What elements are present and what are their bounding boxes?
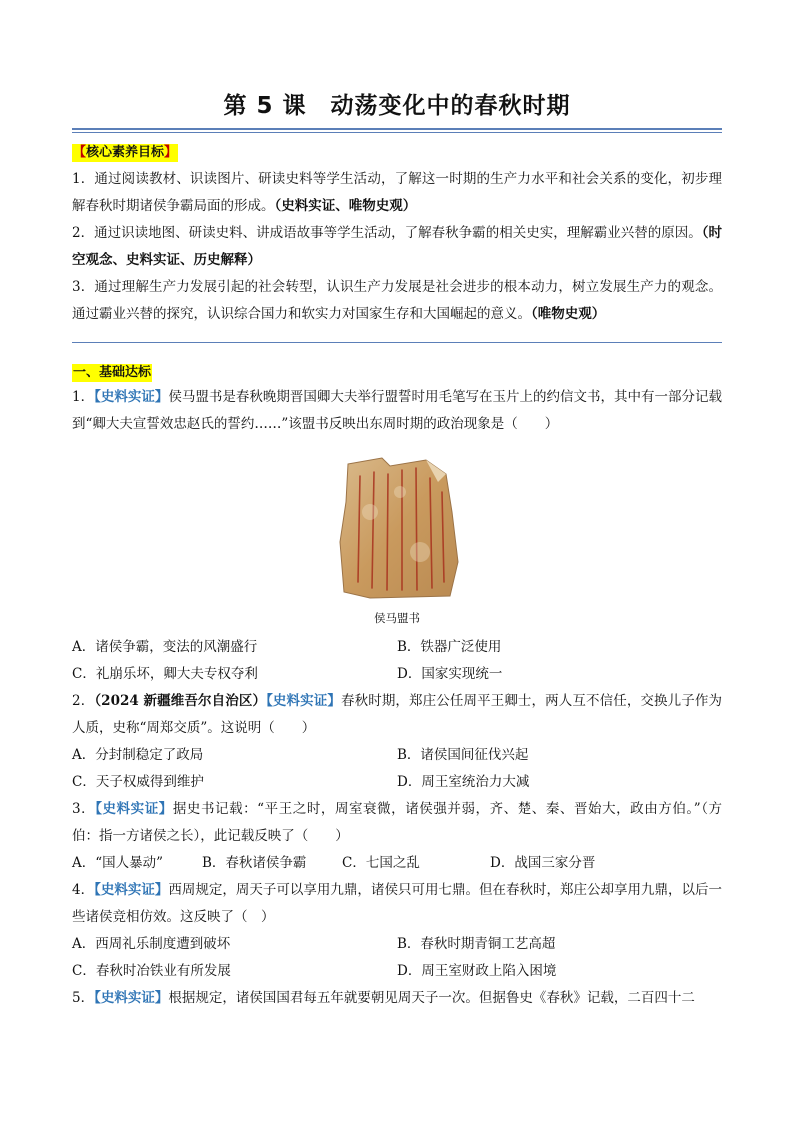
- question-stem: 西周规定，周天子可以享用九鼎，诸侯只可用七鼎。但在春秋时，郑庄公却享用九鼎，以后一些诸侯竞相仿效。这反映了（ ）: [72, 882, 723, 925]
- option-b[interactable]: B．铁器广泛使用: [397, 639, 502, 655]
- question-2-stem: [72, 688, 722, 742]
- question-stem: 根据规定，诸侯国国君每五年就要朝见周天子一次。但据鲁史《春秋》记载，二百四十二: [168, 990, 695, 1006]
- option-d[interactable]: D．周王室财政上陷入困境: [397, 963, 557, 979]
- goal-item-1: [72, 166, 722, 220]
- document-page: [72, 90, 722, 1012]
- question-3-options: [72, 850, 722, 877]
- question-tag: 【史料实证】: [94, 389, 169, 405]
- basic-label: 一、基础达标: [73, 365, 152, 380]
- jade-tablet-image: [330, 452, 464, 602]
- goal-item-text: 1．通过阅读教材、识读图片、研读史料等学生活动，了解这一时期的生产力水平和社会关系的变化，初步理解春秋时期诸侯争霸局面的形成。: [72, 171, 722, 214]
- option-a[interactable]: A．“国人暴动”: [72, 855, 164, 871]
- question-4-options: [72, 931, 722, 985]
- question-source: （2024 新疆维吾尔自治区）: [94, 693, 267, 709]
- question-number: 1．: [72, 389, 95, 405]
- question-number: 2．: [72, 693, 95, 709]
- goal-item-2: [72, 220, 722, 274]
- question-number: 3．: [72, 801, 96, 817]
- option-c[interactable]: C．七国之乱: [342, 855, 420, 871]
- option-c[interactable]: C．春秋时冶铁业有所发展: [72, 963, 231, 979]
- option-d[interactable]: D．战国三家分晋: [490, 855, 596, 871]
- question-2-options: [72, 742, 722, 796]
- basic-section-heading: [72, 361, 722, 382]
- goal-item-text: 3．通过理解生产力发展引起的社会转型，认识生产力发展是社会进步的根本动力，树立发展生产力的观念。通过霸业兴替的探究，认识综合国力和软实力对国家生存和大国崛起的意义。: [72, 279, 722, 322]
- question-tag: 【史料实证】: [266, 693, 341, 709]
- option-a[interactable]: A．诸侯争霸，变法的风潮盛行: [72, 639, 258, 655]
- title-rule: [72, 128, 722, 133]
- question-number: 4．: [72, 882, 95, 898]
- figure-houma-covenant: [72, 452, 722, 606]
- question-1-options: [72, 634, 722, 688]
- option-b[interactable]: B．春秋诸侯争霸: [202, 855, 307, 871]
- goal-label-highlight: [72, 144, 178, 162]
- figure-caption: 侯马盟书: [374, 611, 420, 625]
- goal-item-tag: （时空观念、史料实证、历史解释）: [72, 225, 723, 268]
- section-divider: [72, 342, 722, 343]
- question-3-stem: [72, 796, 722, 850]
- question-tag: 【史料实证】: [95, 801, 173, 817]
- goal-label: 核心素养目标: [86, 145, 165, 160]
- goal-item-text: 2．通过识读地图、研读史料、讲成语故事等学生活动，了解春秋争霸的相关史实，理解霸业兴替的原因。: [72, 225, 702, 241]
- option-d[interactable]: D．周王室统治力大减: [397, 774, 530, 790]
- question-tag: 【史料实证】: [94, 990, 169, 1006]
- question-stem: 侯马盟书是春秋晚期晋国卿大夫举行盟誓时用毛笔写在玉片上的约信文书，其中有一部分记载到“卿大夫宣誓效忠赵氏的誓约……”该盟书反映出东周时期的政治现象是（ ）: [72, 389, 723, 432]
- option-c[interactable]: C．礼崩乐坏，卿大夫专权夺利: [72, 666, 258, 682]
- page-title: 第 5 课 动荡变化中的春秋时期: [223, 93, 571, 119]
- goal-item-3: [72, 274, 722, 328]
- question-1-stem: [72, 384, 722, 438]
- question-stem: 春秋时期，郑庄公任周平王卿士，两人互不信任，交换儿子作为人质，史称“周郑交质”。这说明（ ）: [72, 693, 722, 736]
- bracket-open: 【: [73, 145, 87, 160]
- goal-item-tag: （唯物史观）: [531, 306, 606, 322]
- option-a[interactable]: A．分封制稳定了政局: [72, 747, 204, 763]
- bracket-close: 】: [164, 145, 178, 160]
- question-5-stem: [72, 985, 722, 1012]
- question-stem: 据史书记载：“平王之时，周室衰微，诸侯强并弱，齐、楚、秦、晋始大，政由方伯。”（方伯：指一方诸侯之长），此记载反映了（ ）: [72, 801, 722, 844]
- option-b[interactable]: B．诸侯国间征伐兴起: [397, 747, 529, 763]
- option-b[interactable]: B．春秋时期青铜工艺高超: [397, 936, 556, 952]
- option-d[interactable]: D．国家实现统一: [397, 666, 503, 682]
- option-a[interactable]: A．西周礼乐制度遭到破坏: [72, 936, 231, 952]
- question-tag: 【史料实证】: [94, 882, 169, 898]
- question-number: 5．: [72, 990, 95, 1006]
- option-c[interactable]: C．天子权威得到维护: [72, 774, 204, 790]
- goal-item-tag: （史料实证、唯物史观）: [274, 198, 417, 214]
- question-4-stem: [72, 877, 722, 931]
- goal-section-heading: [72, 141, 722, 162]
